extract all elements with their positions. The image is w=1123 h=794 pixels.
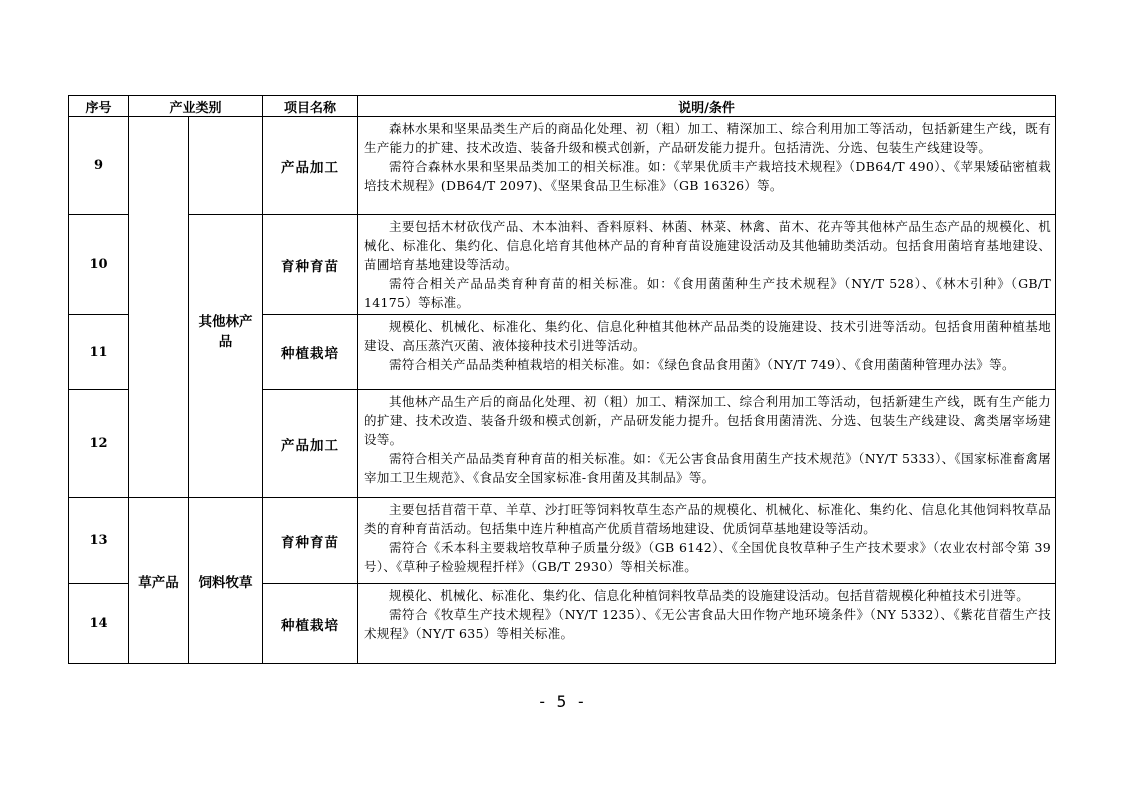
description-cell (358, 390, 1056, 498)
header-description: 说明/条件 (358, 96, 1056, 117)
main-category-grass-products: 草产品 (129, 498, 189, 664)
header-industry-category: 产业类别 (129, 96, 263, 117)
description-cell (358, 498, 1056, 584)
row-number: 9 (69, 117, 129, 215)
description-paragraph: 其他林产品生产后的商品化处理、初（粗）加工、精深加工、综合利用加工等活动，包括新建生产线，既有生产能力的扩建、技术改造、装备升级和模式创新，产品研发能力提升。包括食用菌清洗、分选、包装生产线建设、禽类屠宰场建设等。 (364, 394, 1052, 447)
description-paragraph: 规模化、机械化、标准化、集约化、信息化种植其他林产品品类的设施建设、技术引进等活动。包括食用菌种植基地建设、高压蒸汽灭菌、液体接种技术引进等活动。 (364, 319, 1052, 353)
header-project-name: 项目名称 (263, 96, 358, 117)
description-paragraph: 规模化、机械化、标准化、集约化、信息化种植饲料牧草品类的设施建设活动。包括苜蓿规模化种植技术引进等。 (389, 588, 1030, 603)
page-number: - 5 - (537, 692, 586, 711)
sub-category-other-forest-products: 其他林产品 (189, 215, 263, 498)
main-category-cell-empty (129, 117, 189, 498)
table-row (69, 215, 1056, 315)
description-paragraph: 需符合相关产品品类育种育苗的相关标准。如：《食用菌菌种生产技术规程》（NY/T 528）、《林木引种》（GB/T 14175）等标准。 (364, 276, 1052, 310)
row-number: 12 (69, 390, 129, 498)
description-paragraph: 需符合《牧草生产技术规程》（NY/T 1235）、《无公害食品大田作物产地环境条件》（NY 5332）、《紫花苜蓿生产技术规程》（NY/T 635）等相关标准。 (364, 607, 1052, 641)
project-name: 种植栽培 (263, 315, 358, 390)
project-name: 产品加工 (263, 117, 358, 215)
row-number: 11 (69, 315, 129, 390)
description-paragraph: 主要包括苜蓿干草、羊草、沙打旺等饲料牧草生态产品的规模化、机械化、标准化、集约化、信息化其他饲料牧草品类的育种育苗活动。包括集中连片种植高产优质苜蓿场地建设、优质饲草基地建设等活动。 (364, 502, 1052, 536)
sub-category-feed-forage: 饲料牧草 (189, 498, 263, 664)
description-paragraph: 森林水果和坚果品类生产后的商品化处理、初（粗）加工、精深加工、综合利用加工等活动，包括新建生产线，既有生产能力的扩建、技术改造、装备升级和模式创新，产品研发能力提升。包括清洗、分选、包装生产线建设等。 (364, 121, 1052, 155)
standards-table (68, 95, 1056, 664)
description-cell (358, 117, 1056, 215)
description-paragraph: 需符合相关产品品类育种育苗的相关标准。如：《无公害食品食用菌生产技术规范》（NY/T 5333）、《国家标准畜禽屠宰加工卫生规范》、《食品安全国家标准-食用菌及其制品》等。 (364, 451, 1052, 485)
row-number: 10 (69, 215, 129, 315)
description-cell (358, 215, 1056, 315)
description-paragraph: 需符合相关产品品类种植栽培的相关标准。如：《绿色食品食用菌》（NY/T 749）、《食用菌菌种管理办法》等。 (389, 357, 1015, 372)
sub-category-cell-empty (189, 117, 263, 215)
description-cell (358, 584, 1056, 664)
description-cell (358, 315, 1056, 390)
description-paragraph: 主要包括木材砍伐产品、木本油料、香料原料、林菌、林菜、林禽、苗木、花卉等其他林产品生态产品的规模化、机械化、标准化、集约化、信息化培育其他林产品的育种育苗设施建设活动及其他辅助类活动。包括食用菌培育基地建设、苗圃培育基地建设等活动。 (364, 219, 1052, 272)
row-number: 14 (69, 584, 129, 664)
row-number: 13 (69, 498, 129, 584)
table-row (69, 117, 1056, 215)
project-name: 育种育苗 (263, 498, 358, 584)
table-row (69, 498, 1056, 584)
description-paragraph: 需符合森林水果和坚果品类加工的相关标准。如：《苹果优质丰产栽培技术规程》（DB64/T 490）、《苹果矮砧密植栽培技术规程》(DB64/T 2097)、《坚果食品卫生标准》（GB 16326）等。 (364, 159, 1052, 193)
description-paragraph: 需符合《禾本科主要栽培牧草种子质量分级》（GB 6142）、《全国优良牧草种子生产技术要求》（农业农村部令第 39 号）、《草种子检验规程扦样》（GB/T 2930）等相关标准。 (364, 540, 1052, 574)
project-name: 育种育苗 (263, 215, 358, 315)
project-name: 种植栽培 (263, 584, 358, 664)
project-name: 产品加工 (263, 390, 358, 498)
header-serial-number: 序号 (69, 96, 129, 117)
table-header-row (69, 96, 1056, 117)
